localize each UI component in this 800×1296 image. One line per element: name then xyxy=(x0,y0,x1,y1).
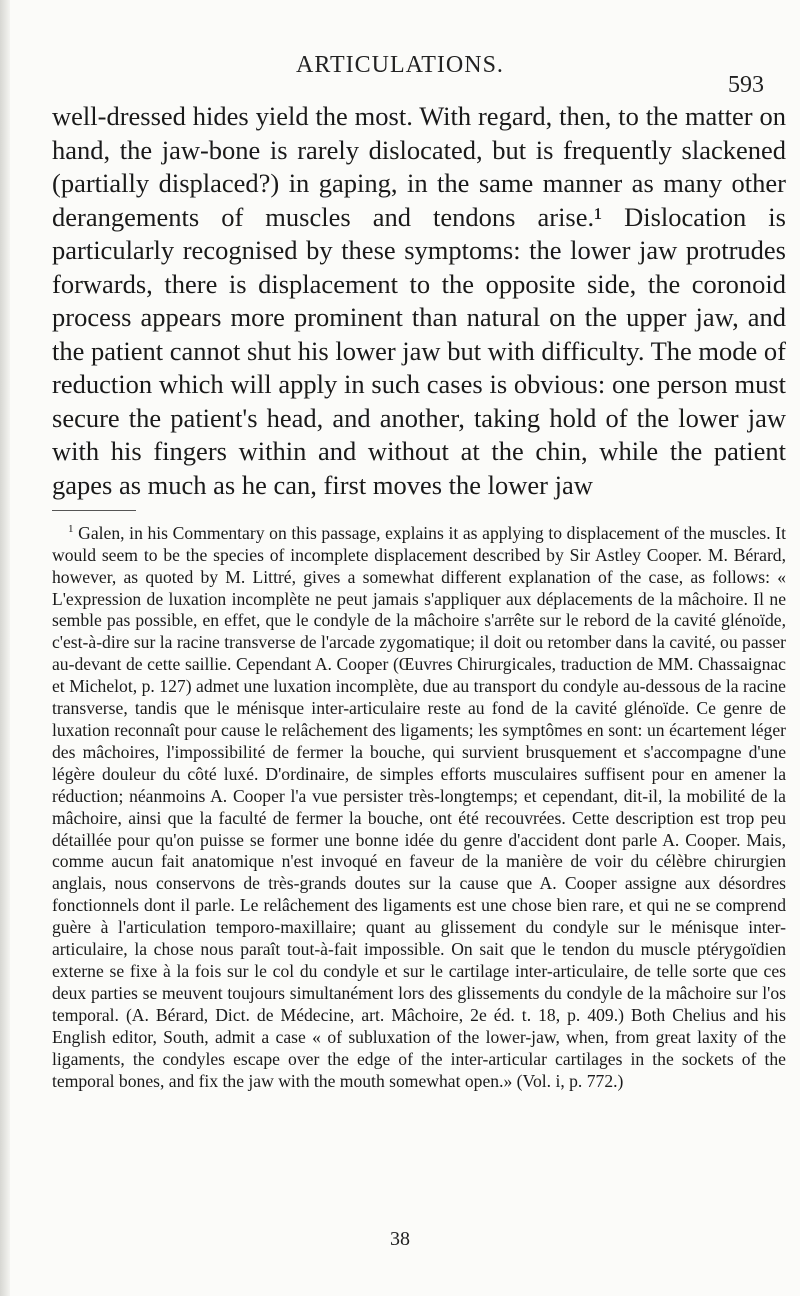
footnote-rule xyxy=(52,510,136,511)
footnote-paragraph xyxy=(52,519,786,1092)
footnote-text: Galen, in his Commentary on this passage, explains it as applying to displacement of the muscles. It would seem to be the species of incomplete displacement described by Sir Astley Cooper. M. Bérard, however, as quoted by M. Littré, gives a somewhat different explanation of the case, as follows: « L'expression de luxation incomplète ne peut jamais s'appliquer aux déplacements de la mâchoire. Il ne semble pas possible, en effet, que le condyle de la mâchoire s'arrête sur le rebord de la cavité glénoïde, c'est-à-dire sur la racine transverse de l'arcade zygomatique; il doit ou retomber dans la cavité, ou passer au-devant de cette saillie. Cependant A. Cooper (Œuvres Chirurgicales, traduction de MM. Chassaignac et Michelot, p. 127) admet une luxation incomplète, due au transport du condyle au-dessous de la racine transverse, tandis que le ménisque inter-articulaire reste au fond de la cavité glénoïde. Ce genre de luxation reconnaît pour cause le relâchement des ligaments; les symptômes en sont: un écartement léger des mâchoires, l'impossibilité de fermer la bouche, qui survient brusquement et s'accompagne d'une légère douleur du côté luxé. D'ordinaire, de simples efforts musculaires suffisent pour en amener la réduction; néanmoins A. Cooper l'a vue persister très-longtemps; et cependant, dit-il, la mobilité de la mâchoire, ainsi que la faculté de fermer la bouche, ont été recouvrées. Cette description est trop peu détaillée pour qu'on puisse se former une bonne idée du genre d'accident dont parle A. Cooper. Mais, comme aucun fait anatomique n'est invoqué en faveur de la manière de voir du célèbre chirurgien anglais, nous conservons de très-grands doutes sur la cause que A. Cooper assigne aux désordres fonctionnels dont il parle. Le relâchement des ligaments est une chose bien rare, et qui ne se comprend guère à l'articulation temporo-maxillaire; quant au glissement du condyle sur le ménisque inter-articulaire, la chose nous paraît tout-à-fait impossible. On sait que le tendon du muscle ptérygoïdien externe se fixe à la fois sur le col du condyle et sur le cartilage inter-articulaire, de telle sorte que ces deux parties se meuvent toujours simultanément lors des glissements du condyle de la mâchoire sur l'os temporal. (A. Bérard, Dict. de Médecine, art. Mâchoire, 2e éd. t. 18, p. 409.) Both Chelius and his English editor, South, admit a case « of subluxation of the lower-jaw, when, from great laxity of the ligaments, the condyles escape over the edge of the inter-articular cartilages in the sockets of the temporal bones, and fix the jaw with the mouth somewhat open.» (Vol. i, p. 772.) xyxy=(52,522,786,1091)
page-binding-edge xyxy=(0,0,10,1296)
footnote xyxy=(52,519,786,1092)
body-text xyxy=(52,100,786,502)
signature-mark: 38 xyxy=(390,1228,410,1250)
footnote-marker: 1 xyxy=(68,523,74,535)
page-number: 593 xyxy=(728,72,764,98)
text-block xyxy=(52,100,786,1092)
body-paragraph: well-dressed hides yield the most. With regard, then, to the matter on hand, the jaw-bone is rarely dislocated, but is frequently slackened (partially displaced?) in gaping, in the same manner as many other derangements of muscles and tendons arise.¹ Dislocation is particularly recognised by these symptoms: the lower jaw protrudes forwards, there is displacement to the opposite side, the coronoid process appears more prominent than natural on the upper jaw, and the patient cannot shut his lower jaw but with difficulty. The mode of reduction which will apply in such cases is obvious: one person must secure the patient's head, and another, taking hold of the lower jaw with his fingers within and without at the chin, while the patient gapes as much as he can, first moves the lower jaw xyxy=(52,101,787,500)
running-head: ARTICULATIONS. xyxy=(296,52,504,78)
